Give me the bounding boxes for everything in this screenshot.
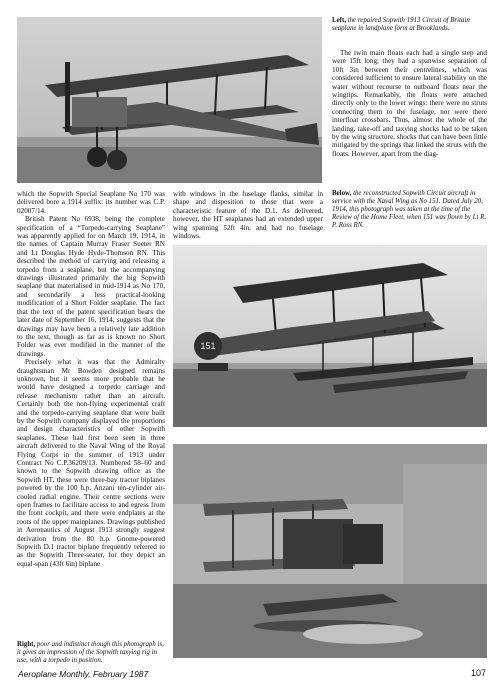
paragraph: The twin main floats each had a single step and were 15ft long; they had a spanwise separation of 10ft 3in between their centrelines, which was considered sufficient to ensure lateral stability on the water without recourse to outboard floats near the wingtips. Remarkably, the floats were attached directly only to the lower wings: there were no struts connecting them to the fuselage, nor were there interfloat crossbars. Thus, almost the whole of the landing, take-off and taxying shocks had to be taken by the wing structure, shocks that can have been little mitigated by the springs that linked the struts with the floats. However, apart from the diag- xyxy=(332,49,487,158)
caption-taxying-rig xyxy=(17,641,167,665)
caption-text: poor and indistinct though this photograph is, it gives an impression of the Sopwith taxying rig in use, with a torpedo in position. xyxy=(17,641,164,664)
photo-taxying-rig xyxy=(173,444,487,658)
paragraph: which the Sopwith Special Seaplane No 170 was delivered bore a 1914 suffix: its number was C.P. 02007/14. xyxy=(17,190,165,215)
paragraph: British Patent No 6938, being the complete specification of a “Torpedo-carrying Seaplane” was apparently applied for on March 19, 1914, in the names of Captain Murray Fraser Sueter RN and Lt Douglas Hyde Hyde-Thomson RN. This described the method of carrying and releasing a torpedo from a seaplane, but the accompanying drawings illustrated primarily the big Sopwith seaplane that materialised in mid-1914 as No 170, and secondarily a less practical-looking modification of a Short Folder seaplane. The fact that the text of the patent specification bears the later date of September 16, 1914, suggests that the drawings may have been a relatively late addition to the text, though as far as is known no Short Folder was ever modified in the manner of the drawings. xyxy=(17,215,165,358)
caption-lead: Left, xyxy=(332,17,346,24)
caption-lead: Below, xyxy=(332,190,352,197)
right-column-text xyxy=(332,49,487,158)
caption-text: the repaired Sopwith 1913 Circuit of Britain seaplane in landplane form at Brooklands. xyxy=(332,17,470,32)
caption-text: the reconstructed Sopwith Circuit aircraft in service with the Naval Wing as No 151. Dated July 20, 1914, this photograph was taken at the time of the Review of the Home Fleet, when 151 was flown by Lt R. P. Ross RN. xyxy=(332,190,487,229)
serial-number: 151 xyxy=(200,341,216,351)
paragraph: with windows in the fuselage flanks, similar in shape and disposition to those that were a characteristic feature of the D.1. As delivered, however, the HT seaplanes had an extended upper wing spanning 52ft 4in, and had no fuselage windows. xyxy=(173,190,323,241)
paragraph: Precisely what it was that the Admiralty draughtsman Mr Bowden designed remains unknown, but it seems more probable that he would have designed a torpedo carriage and release mechanism rather than an aircraft. Certainly both the non-flying experimental craft and the torpedo-carrying seaplane that were built by the Sopwith company displayed the proportions and design characteristics of other Sopwith seaplanes. These had first been seen in three aircraft delivered to the Naval Wing of the Royal Flying Corps in the summer of 1913 under Contract No C.P.36209/13. Numbered 58–60 and known to the Sopwith drawing office as the Sopwith HT, these were three-bay tractor biplanes powered by the 100 h.p. Anzani ten-cylinder air-cooled radial engine. Their centre sections were open frames to facilitate access to and egress from the front cockpit, and there were endplates at the roots of the upper mainplanes. Drawings published in Aeronautics of August 1913 strongly suggest derivation from the 80 h.p. Gnome-powered Sopwith D.1 tractor biplane frequently referred to as the Sopwith Three-seater, for they depict an equal-span (43ft 6in) biplane xyxy=(17,358,165,568)
photo-seaplane-151 xyxy=(173,245,487,427)
footer-publication: Aeroplane Monthly, February 1987 xyxy=(18,669,149,679)
caption-landplane xyxy=(332,17,487,33)
caption-seaplane-151 xyxy=(332,190,487,230)
middle-column-text xyxy=(173,190,323,240)
page-number: 107 xyxy=(470,668,486,678)
photo-landplane xyxy=(17,17,322,183)
left-column-text xyxy=(17,190,165,568)
caption-lead: Right, xyxy=(17,641,36,648)
